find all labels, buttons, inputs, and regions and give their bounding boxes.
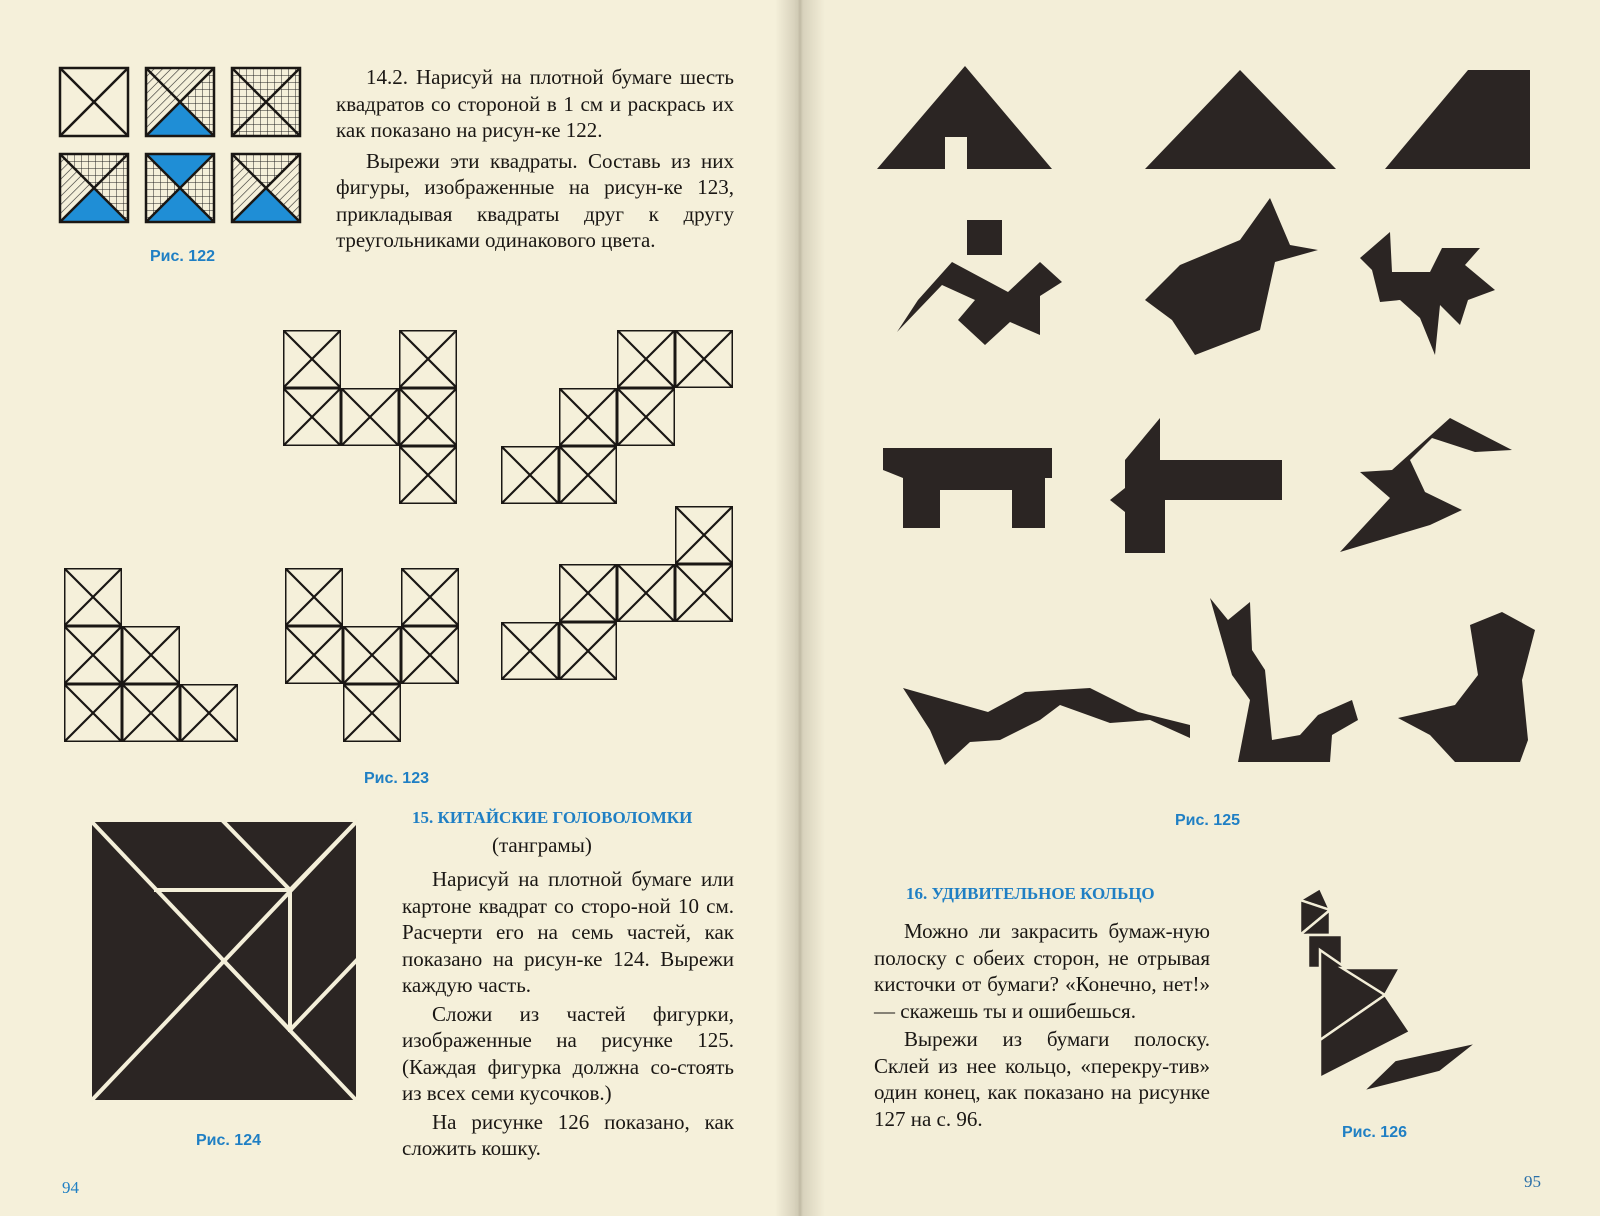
fig125-silhouettes-icon — [877, 66, 1535, 765]
fig125-caption: Рис. 125 — [1175, 812, 1240, 829]
fig123-caption: Рис. 123 — [364, 770, 429, 787]
page-number-left: 94 — [62, 1178, 79, 1197]
fig126-cat-icon — [1300, 888, 1478, 1092]
section-16-text — [874, 918, 1210, 1132]
fig124-caption: Рис. 124 — [196, 1132, 261, 1149]
exercise-14-2-para2: Вырежи эти квадраты. Составь из них фигуры, изображенные на рисун-ке 123, прикладывая квадраты друг к другу треугольниками одинакового цвета. — [336, 148, 734, 252]
section-16-title: 16. УДИВИТЕЛЬНОЕ КОЛЬЦО — [906, 884, 1155, 903]
section-15-para2: Сложи из частей фигурки, изображенные на рисунке 125. (Каждая фигурка должна со-стоять из всех семи кусочков.) — [402, 1001, 734, 1105]
section-16-para2: Вырежи из бумаги полоску. Склей из нее кольцо, «перекру-тив» один конец, как показано на рисунке 127 на с. 96. — [874, 1027, 1210, 1131]
fig124-tangram-icon — [92, 822, 356, 1100]
page-number-right: 95 — [1524, 1172, 1541, 1191]
section-16-para1: Можно ли закрасить бумаж-ную полоску с обеих сторон, не отрывая кисточки от бумаги? «Конечно, нет!» — скажешь ты и ошибешься. — [874, 919, 1210, 1023]
fig122-caption: Рис. 122 — [150, 248, 215, 265]
section-15-para1: Нарисуй на плотной бумаге или картоне квадрат со сторо-ной 10 см. Расчерти его на семь частей, как показано на рисун-ке 124. Вырежи каждую часть. — [402, 867, 734, 997]
fig123-arrangements-icon — [64, 330, 733, 742]
exercise-14-2-para1: 14.2. Нарисуй на плотной бумаге шесть квадратов со стороной в 1 см и раскрась их как показано на рисун-ке 122. — [336, 65, 734, 142]
section-15-title: 15. КИТАЙСКИЕ ГОЛОВОЛОМКИ — [412, 808, 693, 827]
section-15-subtitle: (танграмы) — [492, 833, 592, 857]
exercise-14-2-text — [336, 64, 734, 254]
section-15-text — [402, 866, 734, 1162]
fig126-caption: Рис. 126 — [1342, 1124, 1407, 1141]
section-15-para3: На рисунке 126 показано, как сложить кошку. — [402, 1109, 734, 1160]
